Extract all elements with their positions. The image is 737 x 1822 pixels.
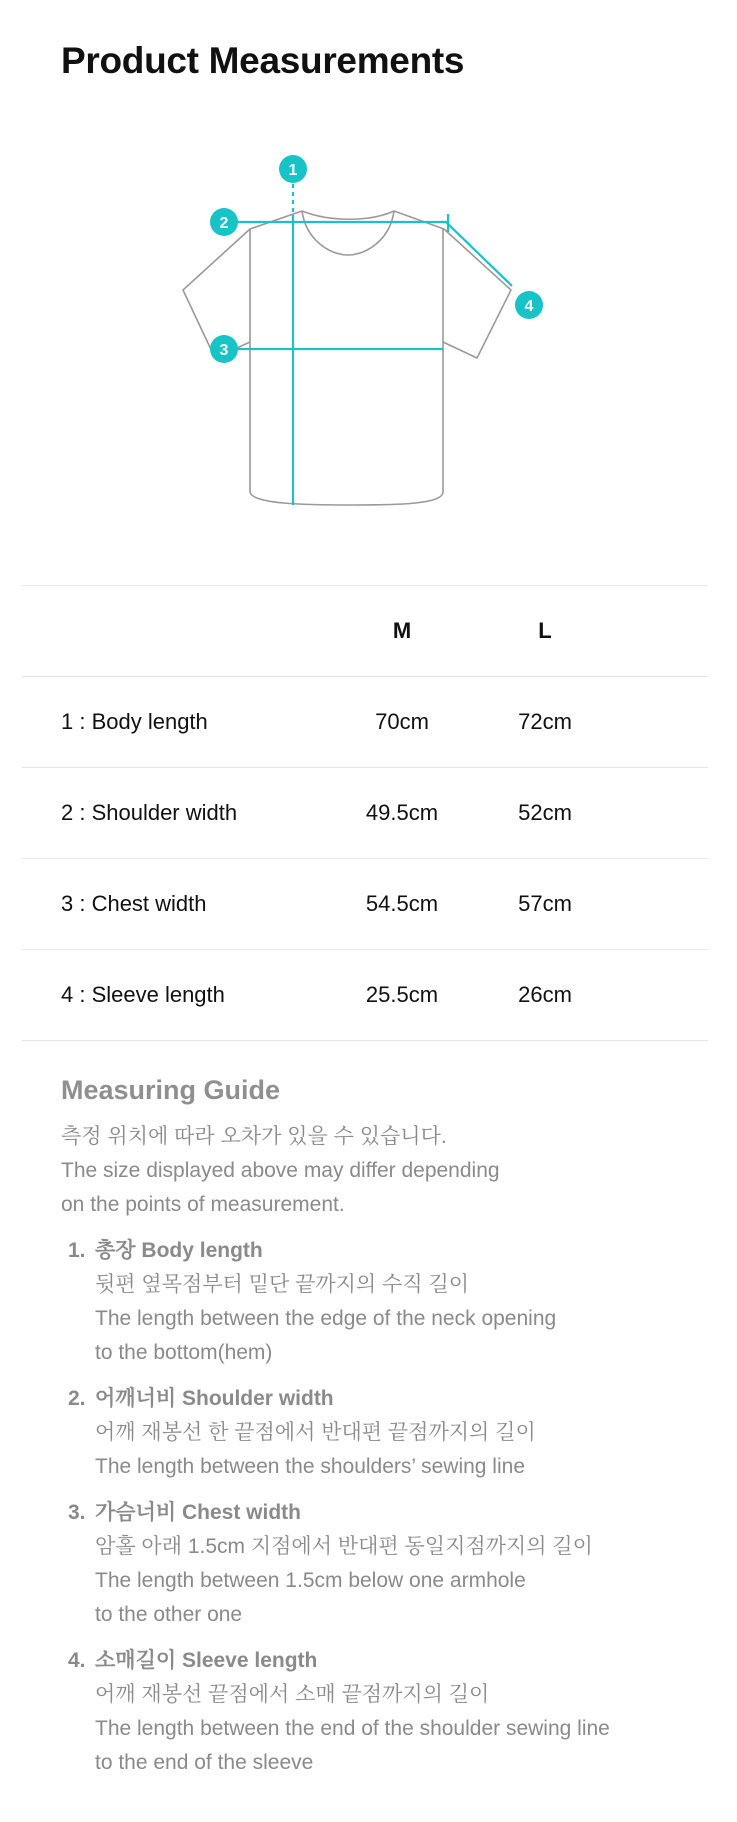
cell-m: 54.5cm: [365, 891, 439, 916]
row-label: 1 : Body length: [61, 709, 208, 734]
marker-4: [515, 291, 543, 319]
table-row: [22, 768, 708, 859]
guide-intro-line: on the points of measurement.: [61, 1193, 345, 1216]
guide-item-shoulder-width: [61, 1382, 701, 1484]
guide-item-title: 소매길이 Sleeve length: [95, 1649, 318, 1672]
guide-item-line: 뒷편 옆목점부터 밑단 끝까지의 수직 길이: [95, 1273, 470, 1296]
column-header-m: M: [392, 618, 412, 643]
guide-item-line: to the end of the sleeve: [95, 1751, 314, 1774]
guide-item-body-length: [61, 1234, 701, 1370]
column-header-l: L: [538, 618, 552, 643]
guide-item-line: The length between the end of the shoulder sewing line: [95, 1717, 610, 1740]
measuring-guide: [61, 1075, 701, 1792]
guide-list: [61, 1234, 701, 1780]
cell-m: 25.5cm: [365, 982, 439, 1007]
cell-m: 49.5cm: [365, 800, 439, 825]
guide-item-title: 가슴너비 Chest width: [95, 1501, 301, 1524]
cell-l: 57cm: [518, 891, 572, 916]
marker-2: [210, 208, 238, 236]
guide-item-line: 암홀 아래 1.5cm 지점에서 반대편 동일지점까지의 길이: [95, 1535, 593, 1558]
svg-text:3: 3: [219, 342, 229, 359]
tshirt-measurement-diagram: [0, 140, 737, 540]
marker-3: [210, 335, 238, 363]
row-label: 2 : Shoulder width: [61, 800, 238, 825]
guide-item-number: 2.: [68, 1387, 86, 1410]
sleeve-length-line: [446, 222, 512, 286]
svg-text:1: 1: [288, 162, 298, 179]
cell-l: 72cm: [518, 709, 572, 734]
row-label: 4 : Sleeve length: [61, 982, 225, 1007]
guide-item-line: to the bottom(hem): [95, 1341, 273, 1364]
marker-1: [279, 155, 307, 183]
guide-intro-line: The size displayed above may differ depending: [61, 1159, 500, 1182]
cell-l: 26cm: [518, 982, 572, 1007]
table-header-row: [22, 586, 708, 677]
page-title: Product Measurements: [61, 40, 465, 81]
svg-text:4: 4: [524, 298, 534, 315]
guide-item-chest-width: [61, 1496, 701, 1632]
table-row: [22, 677, 708, 768]
guide-item-line: The length between 1.5cm below one armhole: [95, 1569, 526, 1592]
svg-text:2: 2: [219, 215, 229, 232]
guide-item-line: 어깨 재봉선 끝점에서 소매 끝점까지의 길이: [95, 1683, 490, 1706]
guide-item-title: 총장 Body length: [95, 1239, 263, 1262]
guide-item-line: The length between the shoulders’ sewing line: [95, 1455, 525, 1478]
guide-title: Measuring Guide: [61, 1075, 281, 1105]
guide-item-sleeve-length: [61, 1644, 701, 1780]
guide-item-title: 어깨너비 Shoulder width: [95, 1387, 334, 1410]
guide-item-number: 1.: [68, 1239, 86, 1262]
cell-m: 70cm: [375, 709, 429, 734]
guide-item-line: to the other one: [95, 1603, 243, 1626]
table-row: [22, 859, 708, 950]
cell-l: 52cm: [518, 800, 572, 825]
row-label: 3 : Chest width: [61, 891, 207, 916]
guide-item-line: 어깨 재봉선 한 끝점에서 반대편 끝점까지의 길이: [95, 1421, 536, 1444]
guide-item-line: The length between the edge of the neck opening: [95, 1307, 557, 1330]
guide-item-number: 4.: [68, 1649, 86, 1672]
size-table: [22, 585, 708, 1041]
guide-item-number: 3.: [68, 1501, 86, 1524]
measurement-lines: [237, 184, 512, 505]
guide-intro-line: 측정 위치에 따라 오차가 있을 수 있습니다.: [61, 1125, 447, 1148]
table-row: [22, 950, 708, 1041]
